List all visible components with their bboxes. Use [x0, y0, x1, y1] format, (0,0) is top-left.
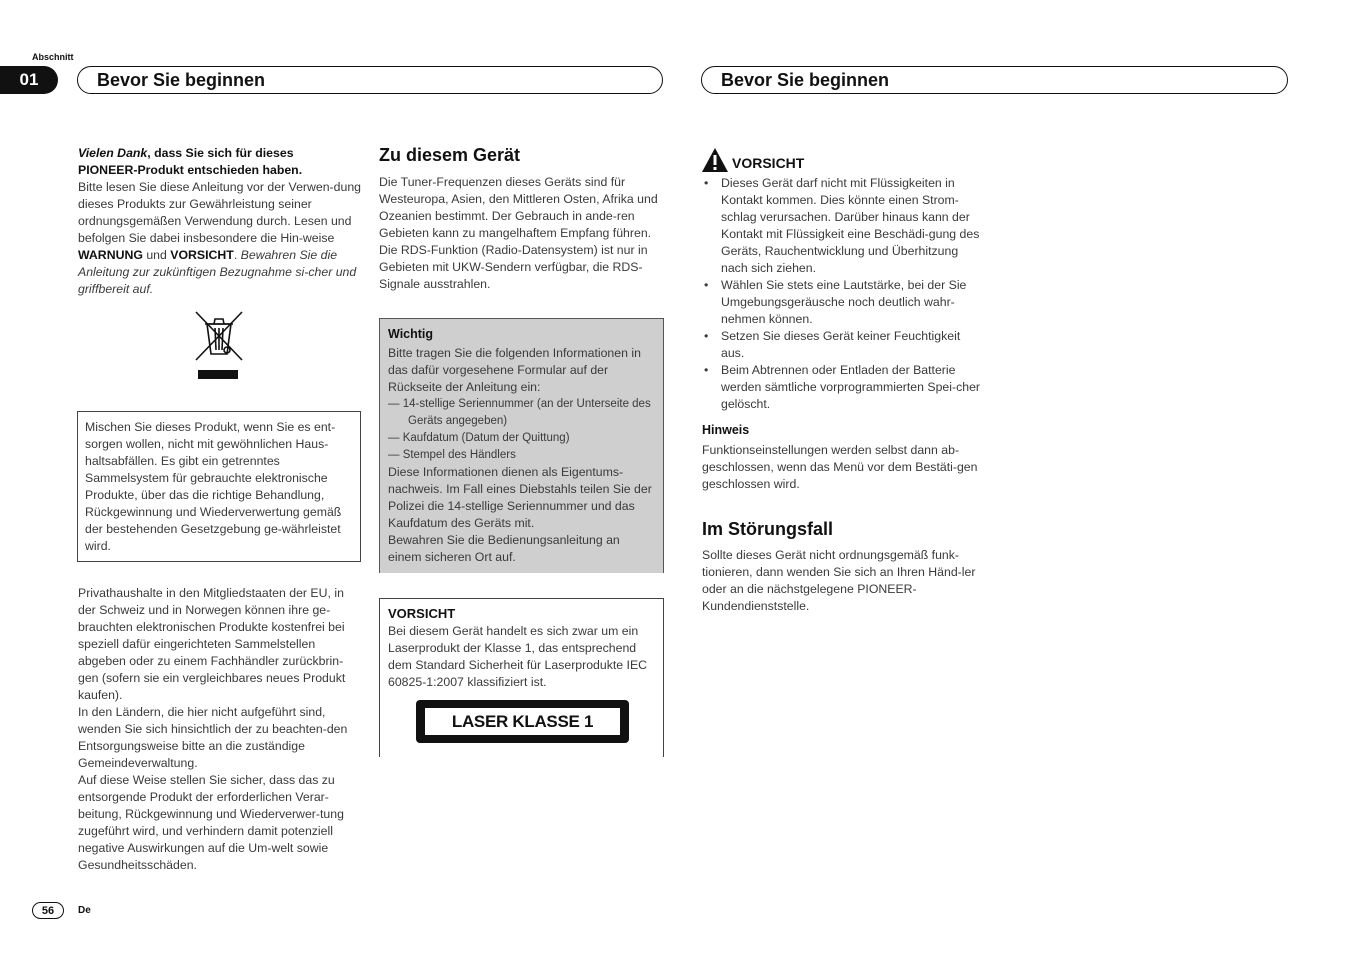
caution-list	[702, 175, 986, 413]
disposal-info	[78, 585, 363, 874]
caution-bullet: • Beim Abtrennen oder Entladen der Batterie werden sämtliche vorprogrammierten Spei-cher gelöscht.	[702, 362, 986, 413]
caution-bullet: • Dieses Gerät darf nicht mit Flüssigkeiten in Kontakt kommen. Dies könnte einen Strom-schlag verursachen. Darüber hinaus kann der Kontakt mit Flüssigkeit eine Beschädi-gung des Geräts, Rauchentwicklung und Überhitzung nach sich ziehen.	[702, 175, 986, 277]
chapter-number: 01	[0, 66, 58, 94]
dot-text: .	[233, 248, 241, 262]
chapter-title-right: Bevor Sie beginnen	[701, 66, 1288, 94]
important-item: — Stempel des Händlers	[388, 449, 516, 461]
chapter-title-left: Bevor Sie beginnen	[77, 66, 663, 94]
laser-class-text: LASER KLASSE 1	[425, 708, 620, 735]
caution-heading: VORSICHT	[732, 155, 805, 171]
intro-paragraph	[78, 145, 362, 298]
section-label: Abschnitt	[32, 52, 74, 62]
important-box	[379, 318, 664, 573]
important-item: — Kaufdatum (Datum der Quittung)	[388, 432, 570, 444]
disposal-notice-box	[77, 411, 361, 562]
hint-text: Funktionseinstellungen werden selbst dann ab-geschlossen, wenn das Menü vor dem Bestäti-gen geschlossen wird.	[702, 443, 978, 491]
caution-bullet: • Wählen Sie stets eine Lautstärke, bei der Sie Umgebungsgeräusche noch deutlich wahr-nehmen können.	[702, 277, 986, 328]
crossed-out-bin-icon	[194, 310, 244, 382]
intro-text: Bitte lesen Sie diese Anleitung vor der Verwen-dung dieses Produkts zur Gewährleistung seiner ordnungsgemäßen Verwendung durch. Lesen und befolgen Sie dabei insbesondere die Hin-weise	[78, 180, 362, 245]
intro-italic-2: Bewahren Sie die Anleitung zur zukünftigen Bezugnahme si-cher und griffbereit auf.	[78, 248, 357, 296]
important-text-3: Bewahren Sie die Bedienungsanleitung an einem sicheren Ort auf.	[388, 533, 620, 564]
caution-title: VORSICHT	[388, 606, 456, 621]
hint-title: Hinweis	[702, 423, 750, 437]
malfunction-text: Sollte dieses Gerät nicht ordnungsgemäß funk-tionieren, dann wenden Sie sich an Ihren Händ-ler oder an die nächstgelegene PIONEER-Kundendienststelle.	[702, 548, 976, 613]
important-item: — 14-stellige Seriennummer (an der Unterseite des Geräts angegeben)	[388, 398, 651, 427]
important-text: Bitte tragen Sie die folgenden Informationen in das dafür vorgesehene Formular auf der Rückseite der Anleitung ein:	[388, 346, 641, 394]
intro-bold-1: , dass Sie sich für dieses	[147, 146, 294, 160]
language-code: De	[78, 905, 91, 916]
intro-bold-2: PIONEER-Produkt entschieden haben.	[78, 163, 303, 177]
und-text: und	[142, 248, 171, 262]
warning-triangle-icon	[701, 147, 729, 173]
heading-malfunction: Im Störungsfall	[702, 519, 834, 539]
intro-italic: Vielen Dank	[78, 146, 148, 160]
laser-class-label	[416, 700, 629, 743]
disposal-para-2: In den Ländern, die hier nicht aufgeführt sind, wenden Sie sich hinsichtlich der zu beachten-den Entsorgungsweise bitte an die zuständige Gemeindeverwaltung.	[78, 705, 348, 770]
about-device-text: Die Tuner-Frequenzen dieses Geräts sind für Westeuropa, Asien, den Mittleren Osten, Afrika und Ozeanien bestimmt. Der Gebrauch in ande-ren Gebieten kann zu mangelhaftem Empfang führen. Die RDS-Funktion (Radio-Datensystem) ist nur in Gebieten mit UKW-Sendern verfügbar, die RDS-Signale ausstrahlen.	[379, 175, 658, 291]
caution-text: Bei diesem Gerät handelt es sich zwar um ein Laserprodukt der Klasse 1, das entsprechend dem Standard Sicherheit für Laserprodukte IEC 60825-1:2007 klassifiziert ist.	[388, 624, 648, 689]
caution-bullet: • Setzen Sie dieses Gerät keiner Feuchtigkeit aus.	[702, 328, 986, 362]
heading-about-device: Zu diesem Gerät	[379, 145, 521, 165]
important-title: Wichtig	[388, 327, 434, 341]
disposal-para-3: Auf diese Weise stellen Sie sicher, dass das zu entsorgende Produkt der erforderlichen Verar-beitung, Rückgewinnung und Wiederverwer-tung zugeführt wird, und verhindern damit potenziell negative Auswirkungen auf die Um-welt sowie Gesundheitsschäden.	[78, 773, 344, 872]
warnung-text: WARNUNG	[78, 248, 143, 262]
disposal-notice-text: Mischen Sie dieses Produkt, wenn Sie es ent-sorgen wollen, nicht mit gewöhnlichen Haus-haltsabfällen. Es gibt ein getrenntes Sammelsystem für gebrauchte elektronische Produkte, über das die richtige Behandlung, Rückgewinnung und Wiederverwertung gemäß der bestehenden Gesetzgebung ge-währleistet wird.	[85, 420, 342, 553]
vorsicht-text: VORSICHT	[170, 248, 234, 262]
page-number: 56	[32, 902, 64, 919]
disposal-para-1: Privathaushalte in den Mitgliedstaaten der EU, in der Schweiz und in Norwegen können ihre ge-brauchten elektronischen Produkte kostenfrei bei speziell dafür eingerichteten Sammelstellen abgeben oder zu einem Fachhändler zurückbrin-gen (sofern sie ein vergleichbares neues Produkt kaufen).	[78, 586, 346, 702]
important-text-2: Diese Informationen dienen als Eigentums-nachweis. Im Fall eines Diebstahls teilen Sie der Polizei die 14-stellige Seriennummer und das Kaufdatum des Geräts mit.	[388, 465, 652, 530]
